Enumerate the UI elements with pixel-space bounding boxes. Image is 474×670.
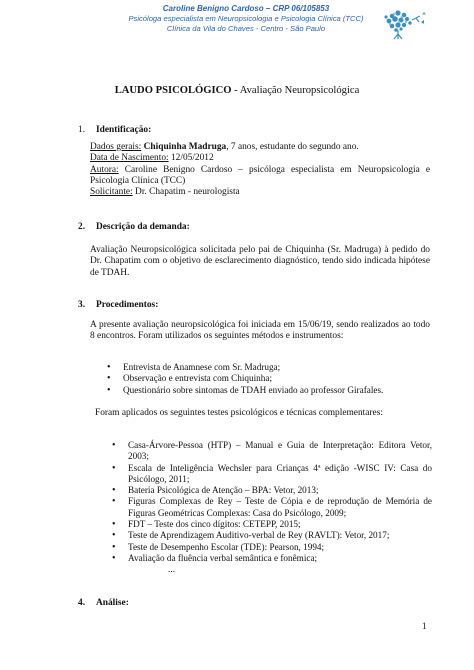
section-title: Identificação: bbox=[96, 125, 152, 135]
section-heading-analise bbox=[78, 598, 129, 608]
dados-rest: , 7 anos, estudante do segundo ano. bbox=[226, 142, 359, 152]
autora-line bbox=[90, 165, 430, 188]
brain-tree-icon bbox=[372, 6, 432, 42]
list-item: • Teste de Desempenho Escolar (TDE): Pearson, 1994; bbox=[112, 542, 432, 553]
autora-label: Autora: bbox=[90, 164, 119, 175]
list-item: • Teste de Aprendizagem Auditivo-verbal de Rey (RAVLT): Vetor, 2017; bbox=[112, 530, 432, 541]
section-heading-demanda bbox=[78, 222, 190, 232]
title-sub: - Avaliação Neuropsicológica bbox=[231, 85, 360, 96]
section-number: 1. bbox=[78, 125, 86, 135]
nascimento-line bbox=[90, 153, 430, 164]
document-title bbox=[0, 85, 474, 96]
nascimento-label: Data de Nascimento: bbox=[90, 153, 169, 164]
header-clinic: Clínica da Vila do Chaves - Centro - São Paulo bbox=[166, 24, 326, 33]
autora-value: Caroline Benigno Cardoso – psicóloga especialista em Neuropsicologia e Psicologia Clínica (TCC) bbox=[90, 164, 430, 186]
header-subtitle: Psicóloga especialista em Neuropsicologia e Psicologia Clínica (TCC) bbox=[128, 14, 364, 23]
list-item: • Avaliação da fluência verbal semântica e fonêmica; bbox=[112, 553, 432, 564]
section-number: 4. bbox=[78, 598, 86, 608]
title-main: LAUDO PSICOLÓGICO bbox=[114, 85, 232, 96]
procedimentos-intro: A presente avaliação neuropsicológica foi iniciada em 15/06/19, sendo realizados ao todo 8 encontros. Foram utilizados os seguintes métodos e instrumentos: bbox=[90, 320, 430, 342]
letterhead bbox=[96, 4, 396, 34]
list-item: • Bateria Psicológica de Atenção – BPA: Vetor, 2013; bbox=[112, 485, 432, 496]
section-title: Descrição da demanda: bbox=[96, 222, 190, 232]
section-heading-procedimentos bbox=[78, 300, 158, 310]
solicitante-line bbox=[90, 187, 430, 198]
list-item: • Observação e entrevista com Chiquinha; bbox=[107, 373, 437, 384]
nascimento-value: 12/05/2012 bbox=[168, 153, 214, 164]
dados-gerais-line bbox=[90, 142, 430, 153]
tests-list bbox=[112, 440, 432, 564]
list-item: • Figuras Complexas de Rey – Teste de Cópia e de reprodução de Memória de Figuras Geométricas Complexas: Casa do Psicólogo, 2009; bbox=[112, 496, 432, 519]
identification-block bbox=[90, 142, 430, 198]
page-number: 1 bbox=[422, 621, 427, 631]
section-number: 3. bbox=[78, 300, 86, 310]
ellipsis: ... bbox=[168, 565, 176, 575]
methods-list bbox=[107, 362, 437, 396]
list-item: • Escala de Inteligência Wechsler para Crianças 4ª edição -WISC IV: Casa do Psicólogo, 2011; bbox=[112, 463, 432, 486]
list-item: • Questionário sobre sintomas de TDAH enviado ao professor Girafales. bbox=[107, 385, 437, 396]
section-heading-identificacao bbox=[78, 125, 151, 135]
patient-name: Chiquinha Madruga bbox=[143, 142, 227, 152]
tests-intro: Foram aplicados os seguintes testes psicológicos e técnicas complementares: bbox=[95, 408, 383, 418]
header-name: Caroline Benigno Cardoso – CRP 06/105853 bbox=[162, 4, 330, 13]
section-number: 2. bbox=[78, 222, 86, 232]
list-item: • Casa-Árvore-Pessoa (HTP) – Manual e Guia de Interpretação: Editora Vetor, 2003; bbox=[112, 440, 432, 463]
section-title: Análise: bbox=[96, 598, 129, 608]
demanda-paragraph: Avaliação Neuropsicológica solicitada pelo pai de Chiquinha (Sr. Madruga) à pedido do Dr. Chapatim com o objetivo de esclarecimento diagnóstico, tendo sido indicada hipótese de TDAH. bbox=[90, 245, 430, 278]
solicitante-label: Solicitante: bbox=[90, 187, 133, 198]
list-item: • Entrevista de Anamnese com Sr. Madruga; bbox=[107, 362, 437, 373]
list-item: • FDT – Teste dos cinco dígitos: CETEPP, 2015; bbox=[112, 519, 432, 530]
solicitante-value: Dr. Chapatim - neurologista bbox=[132, 187, 240, 198]
section-title: Procedimentos: bbox=[96, 300, 159, 310]
dados-label: Dados gerais: bbox=[90, 142, 142, 152]
